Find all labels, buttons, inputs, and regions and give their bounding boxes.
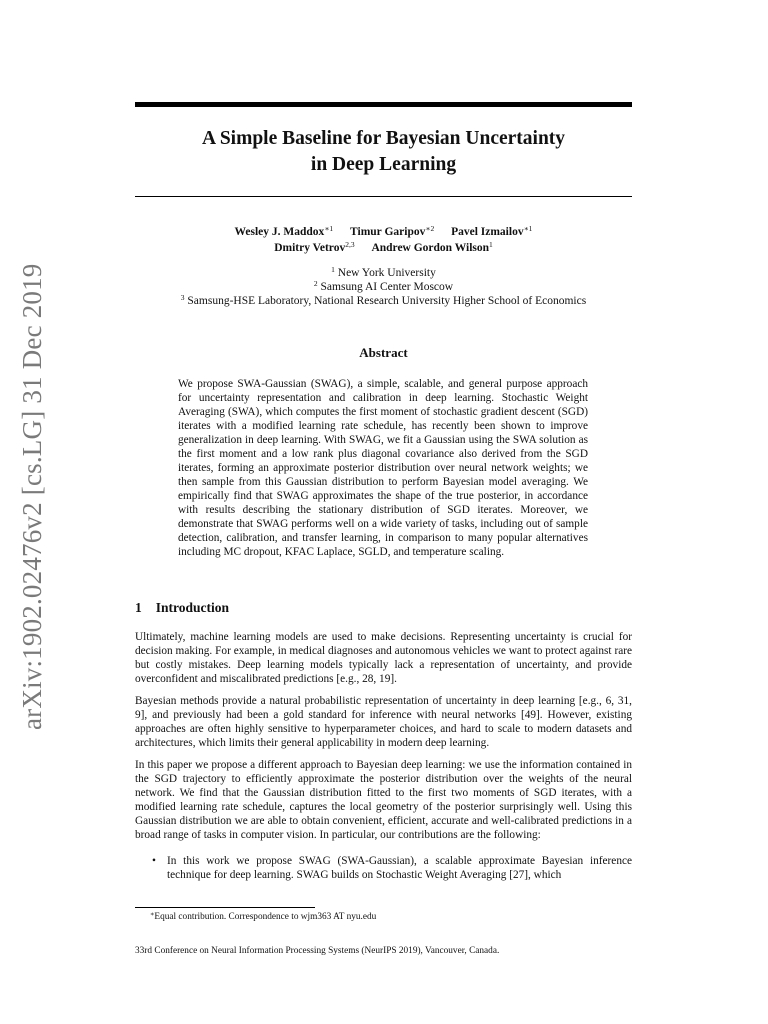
abstract-text: We propose SWA-Gaussian (SWAG), a simple, scalable, and general purpose approach for uncertainty representation and calibration in deep learning. Stochastic Weight Averaging (SWA), which computes the first moment of stochastic gradient descent (SGD) iterates with a modified learning rate schedule, has recently been shown to improve generalization in deep learning. With SWAG, we fit a Gaussian using the SWA solution as the first moment and a low rank plus diagonal covariance also derived from the SGD iterates, forming an approximate posterior distribution over neural network weights; we then sample from this Gaussian distribution to perform Bayesian model averaging. We empirically find that SWAG approximates the shape of the true posterior, in accordance with results describing the stationary distribution of SGD iterates. Moreover, we demonstrate that SWAG performs well on a wide variety of tasks, including out of sample detection, calibration, and transfer learning, in comparison to many popular alternatives including MC dropout, KFAC Laplace, SGLD, and temperature scaling. [178,378,588,558]
author-row-2 [135,240,632,256]
footnote: ∗Equal contribution. Correspondence to wjm363 AT nyu.edu [150,911,377,922]
affiliation: $^2$ Samsung AI Center Moscow [313,279,454,293]
affiliation: $^3$ Samsung-HSE Laboratory, National Research University Higher School of Economics [180,293,587,307]
conference-note: 33rd Conference on Neural Information Processing Systems (NeurIPS 2019), Vancouver, Canada. [135,946,500,956]
paper-title [135,126,632,178]
author: Wesley J. Maddox$^{∗1}$ [234,224,334,238]
title-line-2: in Deep Learning [310,154,457,175]
affiliation: $^1$ New York University [331,265,436,279]
abstract-heading: Abstract [359,345,408,360]
list-item: • In this work we propose SWAG (SWA-Gaussian), a scalable approximate Bayesian inference technique for deep learning. SWAG builds on Stochastic Weight Averaging [27], which [152,855,632,881]
author-row-1 [135,224,632,240]
author-list [135,224,632,256]
paragraph: In this paper we propose a different approach to Bayesian deep learning: we use the information contained in the SGD trajectory to efficiently approximate the posterior distribution over the weights of the neural network. We find that the Gaussian distribution fitted to the first two moments of SGD iterates, with a modified learning rate schedule, captures the local geometry of the posterior surprisingly well. Using this Gaussian distribution we are able to obtain convenient, efficient, accurate and well-calibrated predictions in a broad range of tasks in computer vision. In particular, our contributions are the following: [135,759,632,841]
author: Pavel Izmailov$^{∗1}$ [451,224,533,238]
author: Dmitry Vetrov$^{2,3}$ [274,240,355,254]
section-number: 1 [135,600,142,615]
contribution-list [135,854,632,882]
title-bottom-rule [135,196,632,197]
author: Timur Garipov$^{∗2}$ [350,224,435,238]
section-heading [135,600,229,616]
title-top-rule [135,102,632,107]
section-title: Introduction [155,600,230,615]
title-line-1: A Simple Baseline for Bayesian Uncertainty [201,128,566,149]
author: Andrew Gordon Wilson$^1$ [371,240,493,254]
footnote-rule [135,907,315,908]
paragraph: Bayesian methods provide a natural probabilistic representation of uncertainty in deep learning [e.g., 6, 31, 9], and previously had been a gold standard for inference with neural networks [49]. However, existing approaches are often highly sensitive to hyperparameter choices, and hard to scale to modern datasets and architectures, which limits their general applicability in modern deep learning. [135,695,632,749]
paragraph: Ultimately, machine learning models are used to make decisions. Representing uncertainty is crucial for decision making. For example, in medical diagnoses and autonomous vehicles we want to protect against rare but costly mistakes. Deep learning models typically lack a representation of uncertainty, and provide overconfident and miscalibrated predictions [e.g., 28, 19]. [135,631,632,685]
arxiv-identifier: arXiv:1902.02476v2 [cs.LG] 31 Dec 2019 [17,263,47,730]
introduction-body [135,630,632,882]
affiliation-list [135,266,632,308]
bullet-icon: • [152,855,156,867]
